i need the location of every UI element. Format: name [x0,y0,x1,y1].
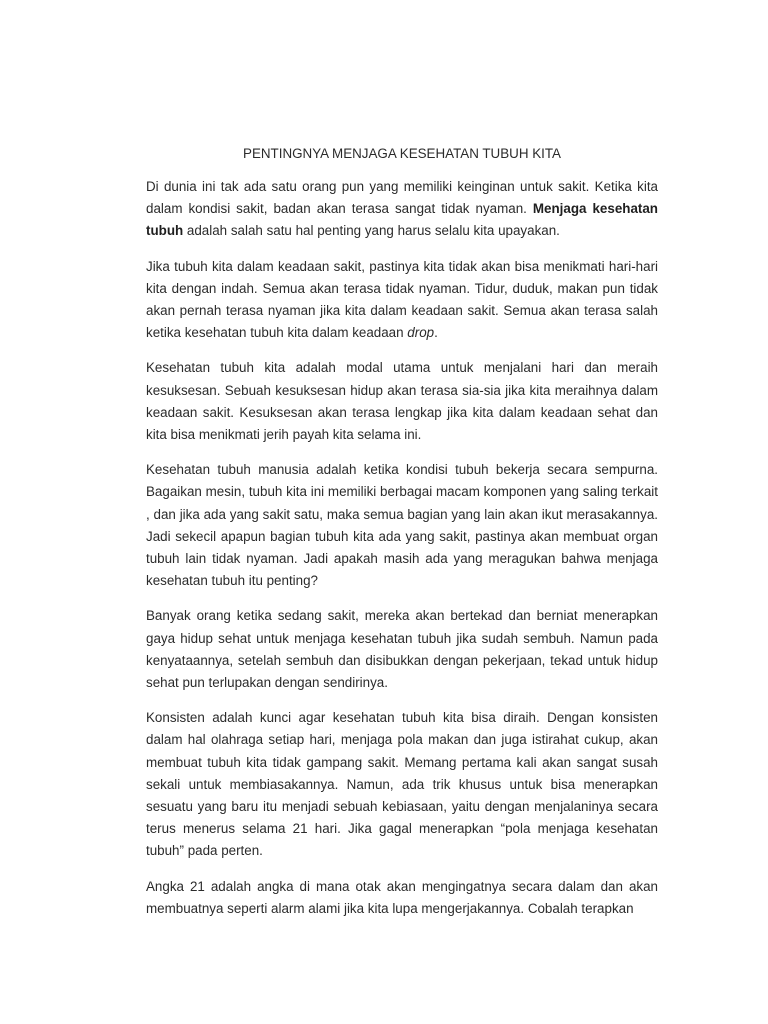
paragraph-3 [146,357,658,446]
document-title: PENTINGNYA MENJAGA KESEHATAN TUBUH KITA [243,146,561,161]
paragraph-1-text-a: Di dunia ini tak ada satu orang pun yang memiliki keinginan untuk sakit. Ketika kita dalam kondisi sakit, badan akan terasa sangat tidak nyaman. [146,179,658,217]
paragraph-2 [146,256,658,345]
paragraph-1 [146,176,658,243]
paragraph-7 [146,876,658,920]
paragraph-1-text-b: adalah salah satu hal penting yang harus selalu kita upayakan. [183,223,560,239]
paragraph-6-text: Konsisten adalah kunci agar kesehatan tubuh kita bisa diraih. Dengan konsisten dalam hal olahraga setiap hari, menjaga pola makan dan juga istirahat cukup, akan membuat tubuh kita tidak gampang sakit. Memang pertama kali akan sangat susah sekali untuk membiasakannya. Namun, ada trik khusus untuk bisa menerapkan sesuatu yang baru itu menjadi sebuah kebiasaan, yaitu dengan menjalaninya secara terus menerus selama 21 hari. Jika gagal menerapkan “pola menjaga kesehatan tubuh” pada perten. [146,710,658,859]
paragraph-2-italic-word: drop [407,325,435,341]
paragraph-4 [146,459,658,592]
paragraph-5 [146,605,658,694]
paragraph-6 [146,707,658,862]
paragraph-5-text: Banyak orang ketika sedang sakit, mereka akan bertekad dan berniat menerapkan gaya hidup sehat untuk menjaga kesehatan tubuh jika sudah sembuh. Namun pada kenyataannya, setelah sembuh dan disibukkan dengan pekerjaan, tekad untuk hidup sehat pun terlupakan dengan sendirinya. [146,608,658,691]
paragraph-2-text-a: Jika tubuh kita dalam keadaan sakit, pastinya kita tidak akan bisa menikmati hari-hari kita dengan indah. Semua akan terasa tidak nyaman. Tidur, duduk, makan pun tidak akan pernah terasa nyaman jika kita dalam keadaan sakit. Semua akan terasa salah ketika kesehatan tubuh kita dalam keadaan [146,258,658,341]
paragraph-1-bold-phrase: Menjaga kesehatan tubuh [146,201,658,239]
paragraph-3-text: Kesehatan tubuh kita adalah modal utama untuk menjalani hari dan meraih kesuksesan. Sebuah kesuksesan hidup akan terasa sia-sia jika kita meraihnya dalam keadaan sakit. Kesuksesan akan terasa lengkap jika kita dalam keadaan sehat dan kita bisa menikmati jerih payah kita selama ini. [146,360,658,443]
document-body [146,176,658,933]
paragraph-2-text-b: . [434,325,438,341]
paragraph-7-text: Angka 21 adalah angka di mana otak akan mengingatnya secara dalam dan akan membuatnya seperti alarm alami jika kita lupa mengerjakannya. Cobalah terapkan [146,878,658,916]
paragraph-4-text: Kesehatan tubuh manusia adalah ketika kondisi tubuh bekerja secara sempurna. Bagaikan mesin, tubuh kita ini memiliki berbagai macam komponen yang saling terkait , dan jika ada yang sakit satu, maka semua bagian yang lain akan ikut merasakannya. Jadi sekecil apapun bagian tubuh kita ada yang sakit, pastinya akan membuat organ tubuh lain tidak nyaman. Jadi apakah masih ada yang meragukan bahwa menjaga kesehatan tubuh itu penting? [146,462,658,589]
